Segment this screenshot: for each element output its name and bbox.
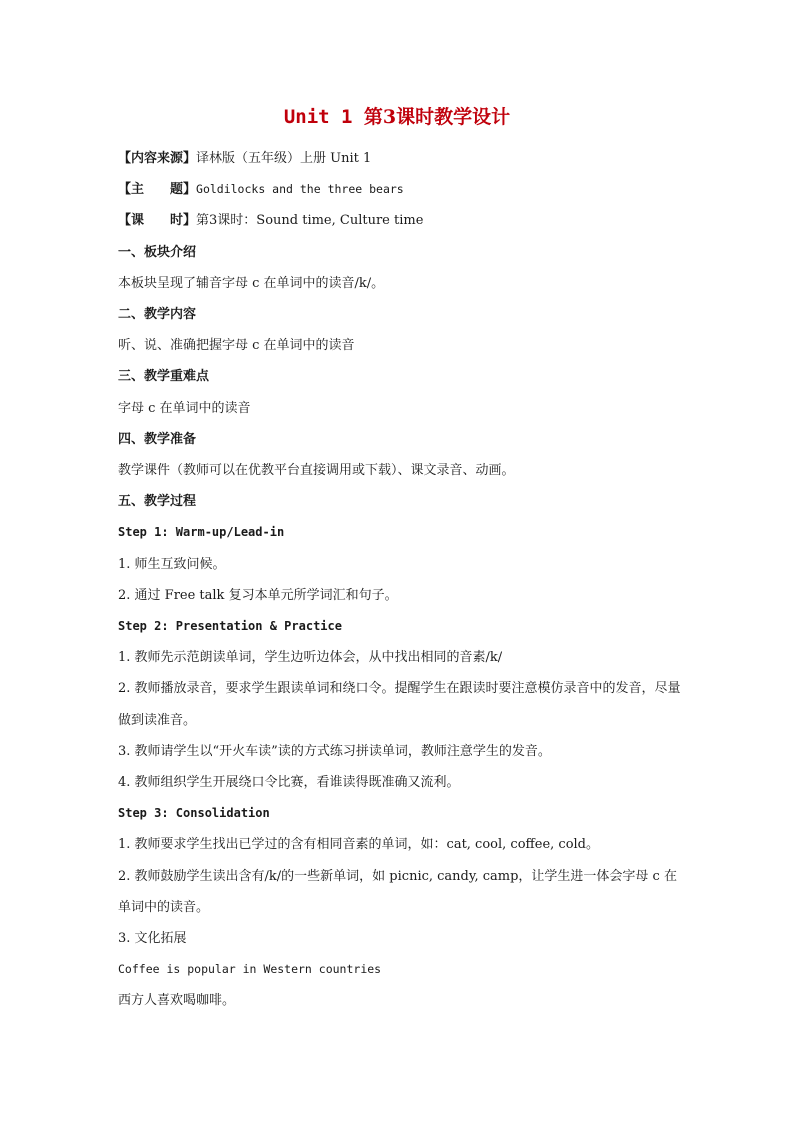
culture-english-sentence: Coffee is popular in Western countries	[118, 962, 382, 977]
section-heading-key-points: 三、教学重难点	[118, 369, 210, 385]
meta-period-tag: 【课 时】	[118, 213, 197, 229]
section-text-key-points: 字母 c 在单词中的读音	[118, 400, 251, 416]
title-lesson: 第3课时教学设计	[363, 106, 511, 128]
section-heading-preparation: 四、教学准备	[118, 431, 197, 447]
step2-item: 4. 教师组织学生开展绕口令比赛，看谁读得既准确又流利。	[118, 775, 460, 791]
step2-item: 3. 教师请学生以“开火车读”读的方式练习拼读单词，教师注意学生的发音。	[118, 743, 551, 759]
meta-source	[118, 143, 688, 174]
section-heading-content: 二、教学内容	[118, 307, 197, 323]
step1-heading: Step 1: Warm-up/Lead-in	[118, 525, 285, 540]
culture-chinese-sentence: 西方人喜欢喝咖啡。	[118, 993, 236, 1009]
step3-item: 2. 教师鼓励学生读出含有/k/的一些新单词，如 picnic, candy, camp，让学生进一体会字母 c 在单词中的读音。	[118, 868, 677, 915]
meta-topic-value: Goldilocks and the three bears	[196, 182, 404, 197]
step2-item: 2. 教师播放录音，要求学生跟读单词和绕口令。提醒学生在跟读时要注意模仿录音中的发音，尽量做到读准音。	[118, 681, 681, 728]
step1-item: 1. 师生互致问候。	[118, 556, 226, 572]
page-title	[0, 104, 794, 130]
step3-item: 1. 教师要求学生找出已学过的含有相同音素的单词，如：cat, cool, coffee, cold。	[118, 837, 599, 853]
step2-item: 1. 教师先示范朗读单词，学生边听边体会，从中找出相同的音素/k/	[118, 650, 503, 666]
meta-period	[118, 205, 688, 236]
meta-topic	[118, 174, 688, 205]
step3-heading: Step 3: Consolidation	[118, 806, 270, 821]
step3-item: 3. 文化拓展	[118, 931, 187, 947]
step2-heading: Step 2: Presentation & Practice	[118, 619, 342, 634]
document-body	[118, 143, 688, 1017]
step1-item: 2. 通过 Free talk 复习本单元所学词汇和句子。	[118, 587, 398, 603]
section-text-intro: 本板块呈现了辅音字母 c 在单词中的读音/k/。	[118, 275, 385, 291]
section-heading-intro: 一、板块介绍	[118, 244, 197, 260]
section-text-content: 听、说、准确把握字母 c 在单词中的读音	[118, 338, 355, 354]
meta-period-value: 第3课时：Sound time, Culture time	[196, 213, 424, 229]
meta-source-value: 译林版（五年级）上册 Unit 1	[196, 151, 372, 166]
meta-topic-tag: 【主 题】	[118, 182, 197, 198]
meta-source-tag: 【内容来源】	[118, 151, 197, 166]
section-heading-process: 五、教学过程	[118, 494, 197, 510]
title-unit: Unit 1	[283, 106, 364, 128]
section-text-preparation: 教学课件（教师可以在优教平台直接调用或下载）、课文录音、动画。	[118, 463, 515, 479]
